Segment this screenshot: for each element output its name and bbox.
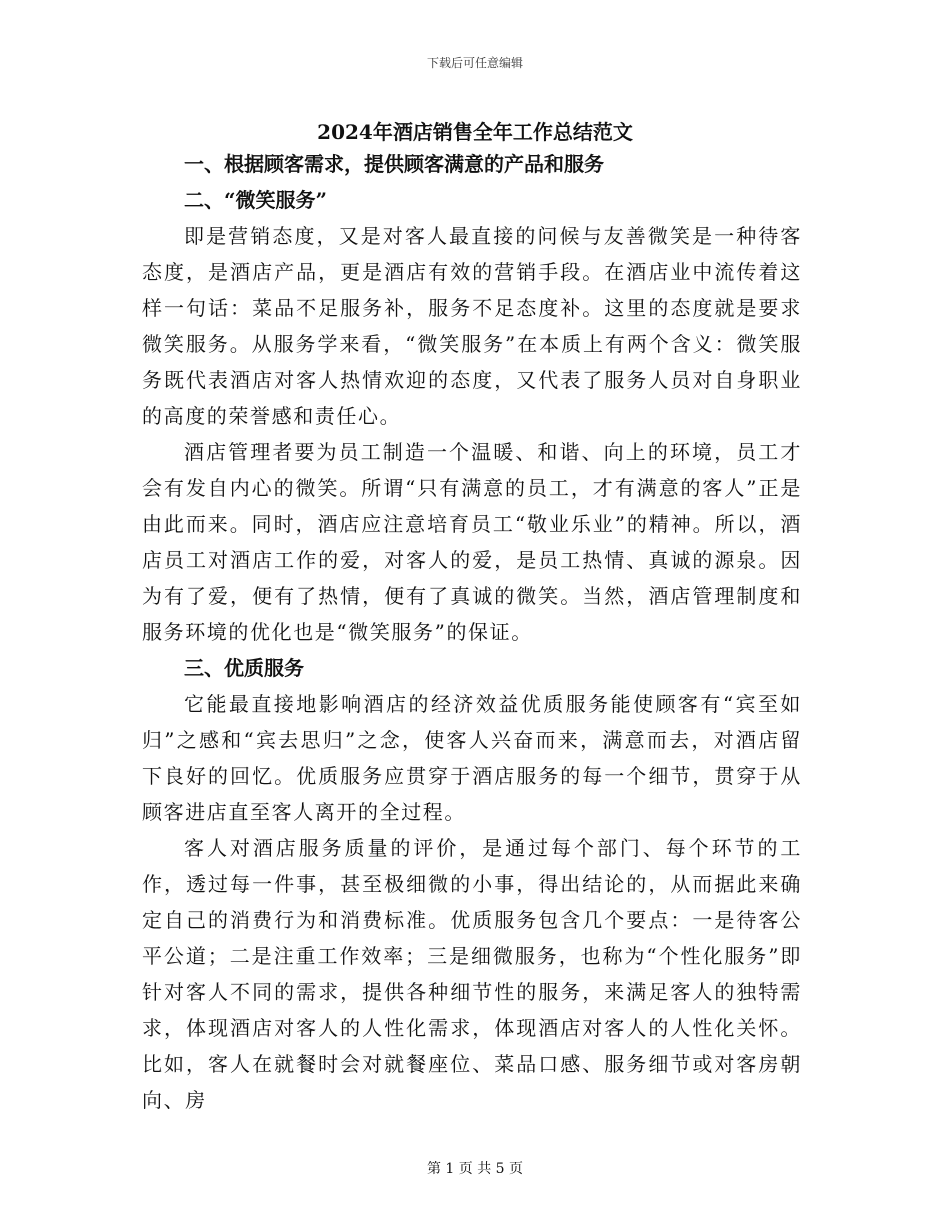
document-title: 2024年酒店销售全年工作总结范文 [317,120,633,144]
paragraph-quality-service-2: 客人对酒店服务质量的评价，是通过每个部门、每个环节的工作，透过每一件事，甚至极细微的小事，得出结论的，从而据此来确定自己的消费行为和消费标准。优质服务包含几个要点：一是待客公平公道；二是注重工作效率；三是细微服务，也称为“个性化服务”即针对客人不同的需求，提供各种细节性的服务，来满足客人的独特需求，体现酒店对客人的人性化需求，体现酒店对客人的人性化关怀。比如，客人在就餐时会对就餐座位、菜品口感、服务细节或对客房朝向、房 [142,836,802,1112]
section-heading-3: 三、优质服务 [184,656,304,680]
page-number: 第 1 页 共 5 页 [426,1161,524,1177]
paragraph-quality-service-1: 它能最直接地影响酒店的经济效益优质服务能使顾客有“宾至如归”之感和“宾去思归”之念，使客人兴奋而来，满意而去，对酒店留下良好的回忆。优质服务应贯穿于酒店服务的每一个细节，贯穿于从顾客进店直至客人离开的全过程。 [142,692,802,824]
document-body [142,146,802,1118]
section-heading-2: 二、“微笑服务” [184,188,328,212]
paragraph-smile-service-1: 即是营销态度，又是对客人最直接的问候与友善微笑是一种待客态度，是酒店产品，更是酒店有效的营销手段。在酒店业中流传着这样一句话：菜品不足服务补，服务不足态度补。这里的态度就是要求微笑服务。从服务学来看，“微笑服务”在本质上有两个含义：微笑服务既代表酒店对客人热情欢迎的态度，又代表了服务人员对自身职业的高度的荣誉感和责任心。 [142,224,802,428]
paragraph-smile-service-2: 酒店管理者要为员工制造一个温暖、和谐、向上的环境，员工才会有发自内心的微笑。所谓“只有满意的员工，才有满意的客人”正是由此而来。同时，酒店应注意培育员工“敬业乐业”的精神。所以，酒店员工对酒店工作的爱，对客人的爱，是员工热情、真诚的源泉。因为有了爱，便有了热情，便有了真诚的微笑。当然，酒店管理制度和服务环境的优化也是“微笑服务”的保证。 [142,440,802,644]
section-heading-1: 一、根据顾客需求，提供顾客满意的产品和服务 [184,152,604,176]
page-header-note: 下载后可任意编辑 [426,56,523,70]
